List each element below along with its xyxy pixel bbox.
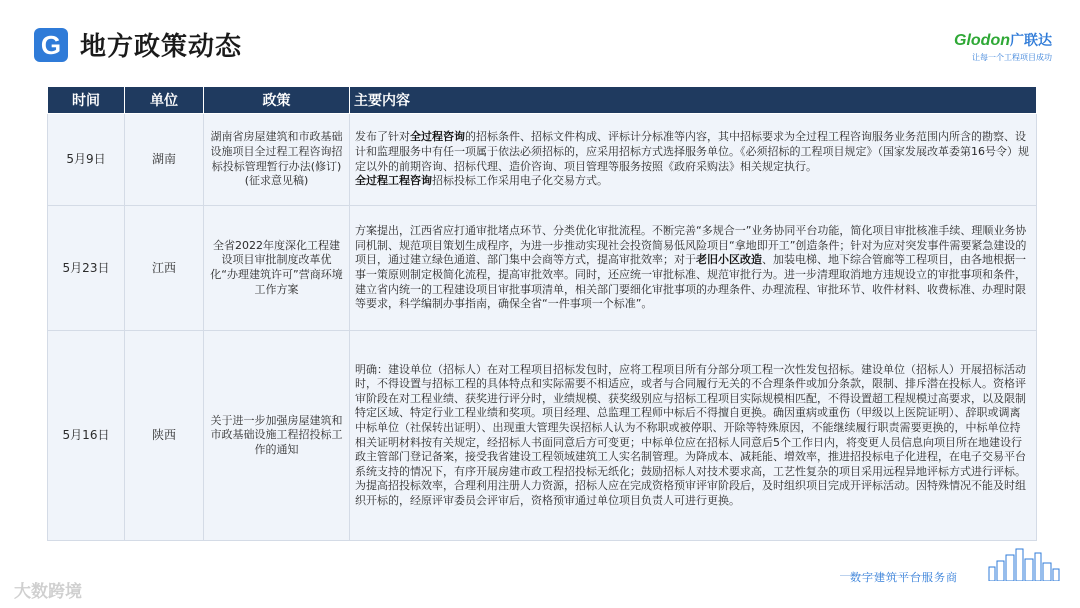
row-content: 明确：建设单位（招标人）在对工程项目招标发包时，应将工程项目所有分部分项工程一次性发包招标。建设单位（招标人）开展招标活动时，不得设置与招标工程的具体特点和实际需要不相适应，或者与合同履行无关的不合理条件或加分条款，限制、排斥潜在投标人。资格评审阶段在对工程业绩、获奖进行评分时，业绩规模、获奖级别应与招标工程项目实际规模相匹配，不得设置超工程规模过高要求，以及限制特定区域、特定行业工程业绩和奖项。项目经理、总监理工程师中标后不得擅自更换。确因重病或重伤（甲级以上医院证明）、辞职或调离中标单位（社保转出证明）、出现重大管理失误招标人认为不称职或被停职、开除等特殊原因，不能继续履行职责需要更换的，中标单位持相关证明材料按有关规定，经招标人书面同意后方可变更；中标单位应在招标人同意后5个工作日内，将变更人员信息向项目所在地建设行政主管部门登记备案，接受我省建设工程领域建筑工人实名制管理。为降成本、减耗能、增效率，推进招投标电子化进程，在电子交易平台系统支持的情况下，有序开展房建市政工程招投标无纸化；鼓励招标人对技术要求高，工艺性复杂的项目采用远程异地评标方式进行评标。为提高招投标效率，合理利用注册人力资源，招标人应在完成资格预审评审阶段后，及时组织项目完成开评标活动。因特殊情况不能及时组织开标的，经原评审委员会评审后，资格预审通过单位项目负责人可进行更换。	[350, 331, 1037, 541]
glodon-logo-icon: G	[34, 28, 68, 62]
watermark-logo: 大数跨境	[14, 582, 82, 602]
table-row	[48, 206, 1037, 331]
row-date: 5月9日	[48, 114, 125, 206]
footer-service-text: 数字建筑平台服务商	[850, 571, 958, 584]
row-date: 5月23日	[48, 206, 125, 331]
content-text: 发布了针对	[355, 130, 410, 144]
row-policy: 关于进一步加强房屋建筑和市政基础设施工程招投标工作的通知	[204, 331, 350, 541]
content-text: 方案提出，江西省应打通审批堵点环节、分类优化审批流程。不断完善“多规合一”业务协同平台功能，简化项目审批核准手续、理顺业务协同机制、规范项目策划生成程序，为进一步推动实现社会投资简易低风险项目“拿地即开工”创造条件；针对为应对突发事件需要紧急建设的项目，通过建立绿色通道、部门集中会商等方式，提高审批效率；对于	[355, 224, 1027, 267]
city-skyline-icon	[985, 545, 1065, 581]
table-header-row	[48, 87, 1037, 114]
brand-logo	[954, 30, 1052, 63]
row-unit: 陕西	[125, 331, 204, 541]
row-content	[350, 206, 1037, 331]
content-text: 、加装电梯、地下综合管廊等工程项目，由各地根据一事一策原则制定极简化流程，提高审批效率。同时，还应统一审批标准、规范审批行为。进一步清理取消地方违规设立的审批事项和条件，建立省内统一的工程建设项目审批事项清单，相关部门要细化审批事项的办理条件、办理流程、审批环节、收件材料、收费标准、办理时限等要求，科学编制办事指南，确保全省“一件事项一个标准”。	[355, 253, 1026, 311]
brand-cn: 广联达	[1010, 32, 1052, 48]
row-content	[350, 114, 1037, 206]
content-highlight: 老旧小区改造	[696, 253, 762, 267]
row-policy: 全省2022年度深化工程建设项目审批制度改革优化“办理建筑许可”营商环境工作方案	[204, 206, 350, 331]
page-title: 地方政策动态	[80, 32, 243, 62]
row-policy: 湖南省房屋建筑和市政基础设施项目全过程工程咨询招标投标管理暂行办法(修订)(征求意见稿)	[204, 114, 350, 206]
table-row	[48, 331, 1037, 541]
content-text: 招标投标工作采用电子化交易方式。	[432, 174, 608, 188]
content-text: 的招标条件、招标文件构成、评标计分标准等内容，其中招标要求为全过程工程咨询服务业务范围内所含的勘察、设计和监理服务中有任一项属于依法必须招标的，应采用招标方式选择服务单位。《必须招标的工程项目规定》（国家发展改革委第16号令）规定以外的前期咨询、招标代理、造价咨询、项目管理等服务按照《政府采购法》相关规定执行。	[355, 130, 1029, 173]
content-highlight: 全过程工程咨询	[355, 174, 432, 188]
column-header-content: 主要内容	[350, 87, 1037, 114]
column-header-unit: 单位	[125, 87, 204, 114]
row-unit: 江西	[125, 206, 204, 331]
brand-slogan: 让每一个工程项目成功	[972, 53, 1052, 62]
brand-name: Glodon	[954, 32, 1010, 49]
policy-table	[47, 86, 1037, 541]
row-unit: 湖南	[125, 114, 204, 206]
table-row	[48, 114, 1037, 206]
row-date: 5月16日	[48, 331, 125, 541]
column-header-policy: 政策	[204, 87, 350, 114]
content-highlight: 全过程咨询	[410, 130, 465, 144]
column-header-time: 时间	[48, 87, 125, 114]
